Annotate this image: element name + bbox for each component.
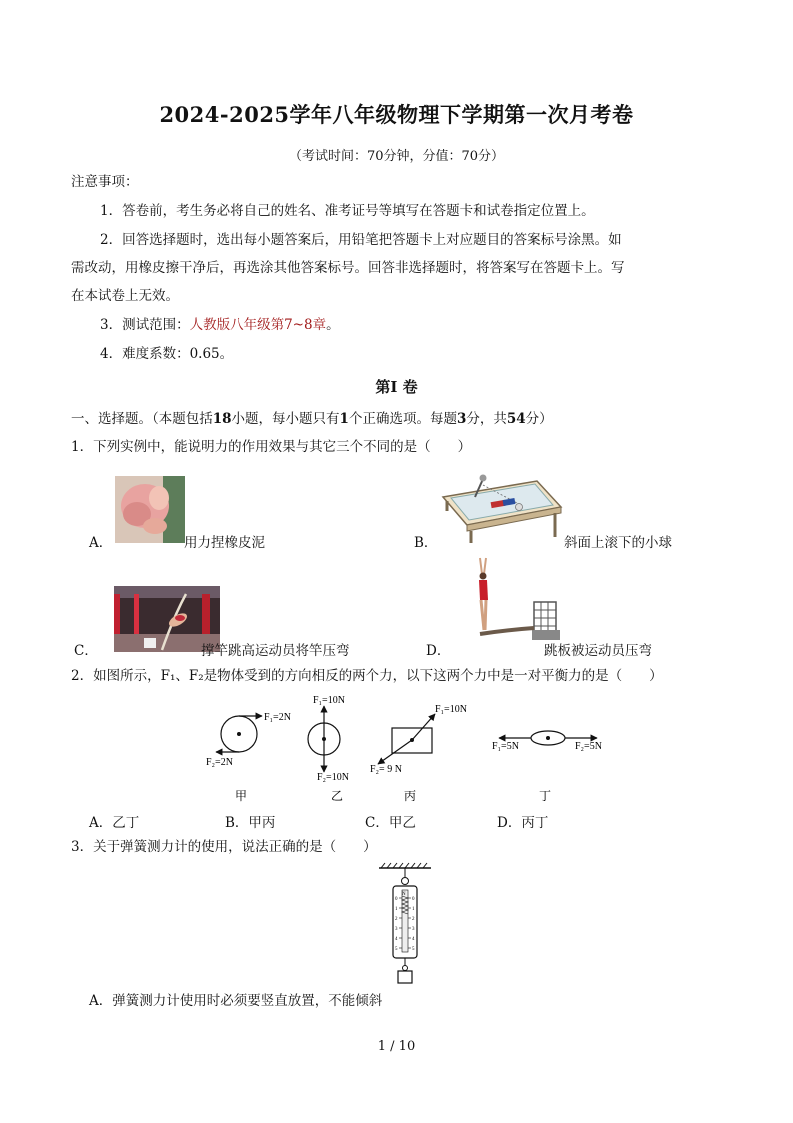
scale-left-label: 1 (395, 907, 398, 912)
force-diagrams (202, 692, 610, 804)
part-one-text: 一、选择题。（本题包括 (71, 411, 213, 427)
diagram-jia (206, 712, 291, 768)
part-one-heading (71, 409, 553, 429)
q1-option-d-text: 跳板被运动员压弯 (544, 643, 652, 659)
scale-left-label: 0 (395, 897, 398, 902)
notice-line-1: 1．答卷前，考生务必将自己的姓名、准考证号等填写在答题卡和试卷指定位置上。 (100, 203, 595, 219)
bing-f1-label: F₁=10N (435, 704, 467, 715)
q3-option-a: A．弹簧测力计使用时必须要竖直放置，不能倾斜 (89, 993, 383, 1009)
q2-option-a: A．乙丁 (89, 815, 140, 831)
diagram-bing (370, 704, 467, 775)
clay-photo (115, 476, 185, 543)
q1-option-a-letter: A． (89, 535, 113, 551)
part-one-text: 小题，每小题只有 (231, 411, 340, 427)
bing-f2-label: F₂= 9 N (370, 764, 402, 775)
page-title: 2024-2025学年八年级物理下学期第一次月考卷 (159, 102, 634, 127)
q1-option-c-text: 撑竿跳高运动员将竿压弯 (201, 643, 350, 659)
scale-right-label: 1 (412, 907, 415, 912)
part-one-points: 3 (456, 411, 467, 427)
jia-f2-label: F₂=2N (206, 757, 233, 768)
part-one-text: 分，共 (466, 411, 507, 427)
part-one-text: 分） (525, 411, 553, 427)
q3-stem: 3．关于弹簧测力计的使用，说法正确的是（ ） (71, 839, 377, 855)
notice-scope (100, 315, 340, 335)
q1-option-d-letter: D． (426, 643, 451, 659)
exam-info: （考试时间：70分钟，分值：70分） (288, 149, 505, 164)
q2-stem: 2．如图所示，F₁、F₂是物体受到的方向相反的两个力，以下这两个力中是一对平衡力的是（ ） (71, 668, 663, 684)
fig-label-ding: 丁 (539, 789, 552, 803)
notice-line-4: 在本试卷上无效。 (71, 288, 179, 304)
fig-label-jia: 甲 (235, 789, 248, 803)
scale-unit: N (402, 892, 406, 897)
notice-difficulty: 4．难度系数：0.65。 (100, 346, 234, 362)
scope-suffix: 。 (326, 317, 340, 333)
notice-heading: 注意事项： (71, 174, 139, 190)
fig-label-bing: 丙 (404, 789, 417, 803)
scale-right-label: 4 (412, 937, 415, 942)
yi-f2-label: F₂=10N (317, 772, 349, 783)
scale-left-label: 5 (395, 947, 398, 952)
q1-option-c-letter: C． (74, 643, 98, 659)
page-number: 1 / 10 (377, 1039, 416, 1054)
notice-line-3: 需改动，用橡皮擦干净后，再选涂其他答案标号。回答非选择题时，将答案写在答题卡上。写 (71, 260, 625, 276)
part-one-count: 18 (212, 411, 232, 427)
part-one-total: 54 (506, 411, 526, 427)
q1-option-b-letter: B． (414, 535, 438, 551)
scale-left-label: 4 (395, 937, 398, 942)
incline-ball-figure (437, 467, 565, 545)
jia-f1-label: F₁=2N (264, 712, 291, 723)
q1-option-a-text: 用力捏橡皮泥 (184, 535, 265, 551)
scale-left-label: 3 (395, 927, 398, 932)
scope-value: 人教版八年级第7~8章 (189, 317, 327, 333)
diagram-yi (308, 695, 349, 783)
diving-board-figure (470, 556, 562, 642)
part-one-text: 个正确选项。每题 (348, 411, 457, 427)
q2-option-b: B．甲丙 (225, 815, 276, 831)
ding-f2-label: F₂=5N (575, 741, 602, 752)
spring-scale-figure (375, 862, 435, 986)
part-one-correct: 1 (339, 411, 349, 427)
q1-option-b-text: 斜面上滚下的小球 (564, 535, 672, 551)
q2-option-c: C．甲乙 (365, 815, 416, 831)
fig-label-yi: 乙 (331, 789, 344, 803)
scale-right-label: 3 (412, 927, 415, 932)
yi-f1-label: F₁=10N (313, 695, 345, 706)
scale-left-label: 2 (395, 917, 398, 922)
ding-f1-label: F₁=5N (492, 741, 519, 752)
section-title: 第Ⅰ 卷 (375, 378, 418, 396)
scale-right-label: 2 (412, 917, 415, 922)
q1-stem: 1．下列实例中，能说明力的作用效果与其它三个不同的是（ ） (71, 439, 472, 455)
notice-line-2: 2．回答选择题时，选出每小题答案后，用铅笔把答题卡上对应题目的答案标号涂黑。如 (100, 232, 622, 248)
scope-label: 3．测试范围： (100, 317, 190, 333)
q2-option-d: D．丙丁 (497, 815, 549, 831)
scale-right-label: 5 (412, 947, 415, 952)
scale-right-label: 0 (412, 897, 415, 902)
diagram-ding (492, 731, 602, 752)
